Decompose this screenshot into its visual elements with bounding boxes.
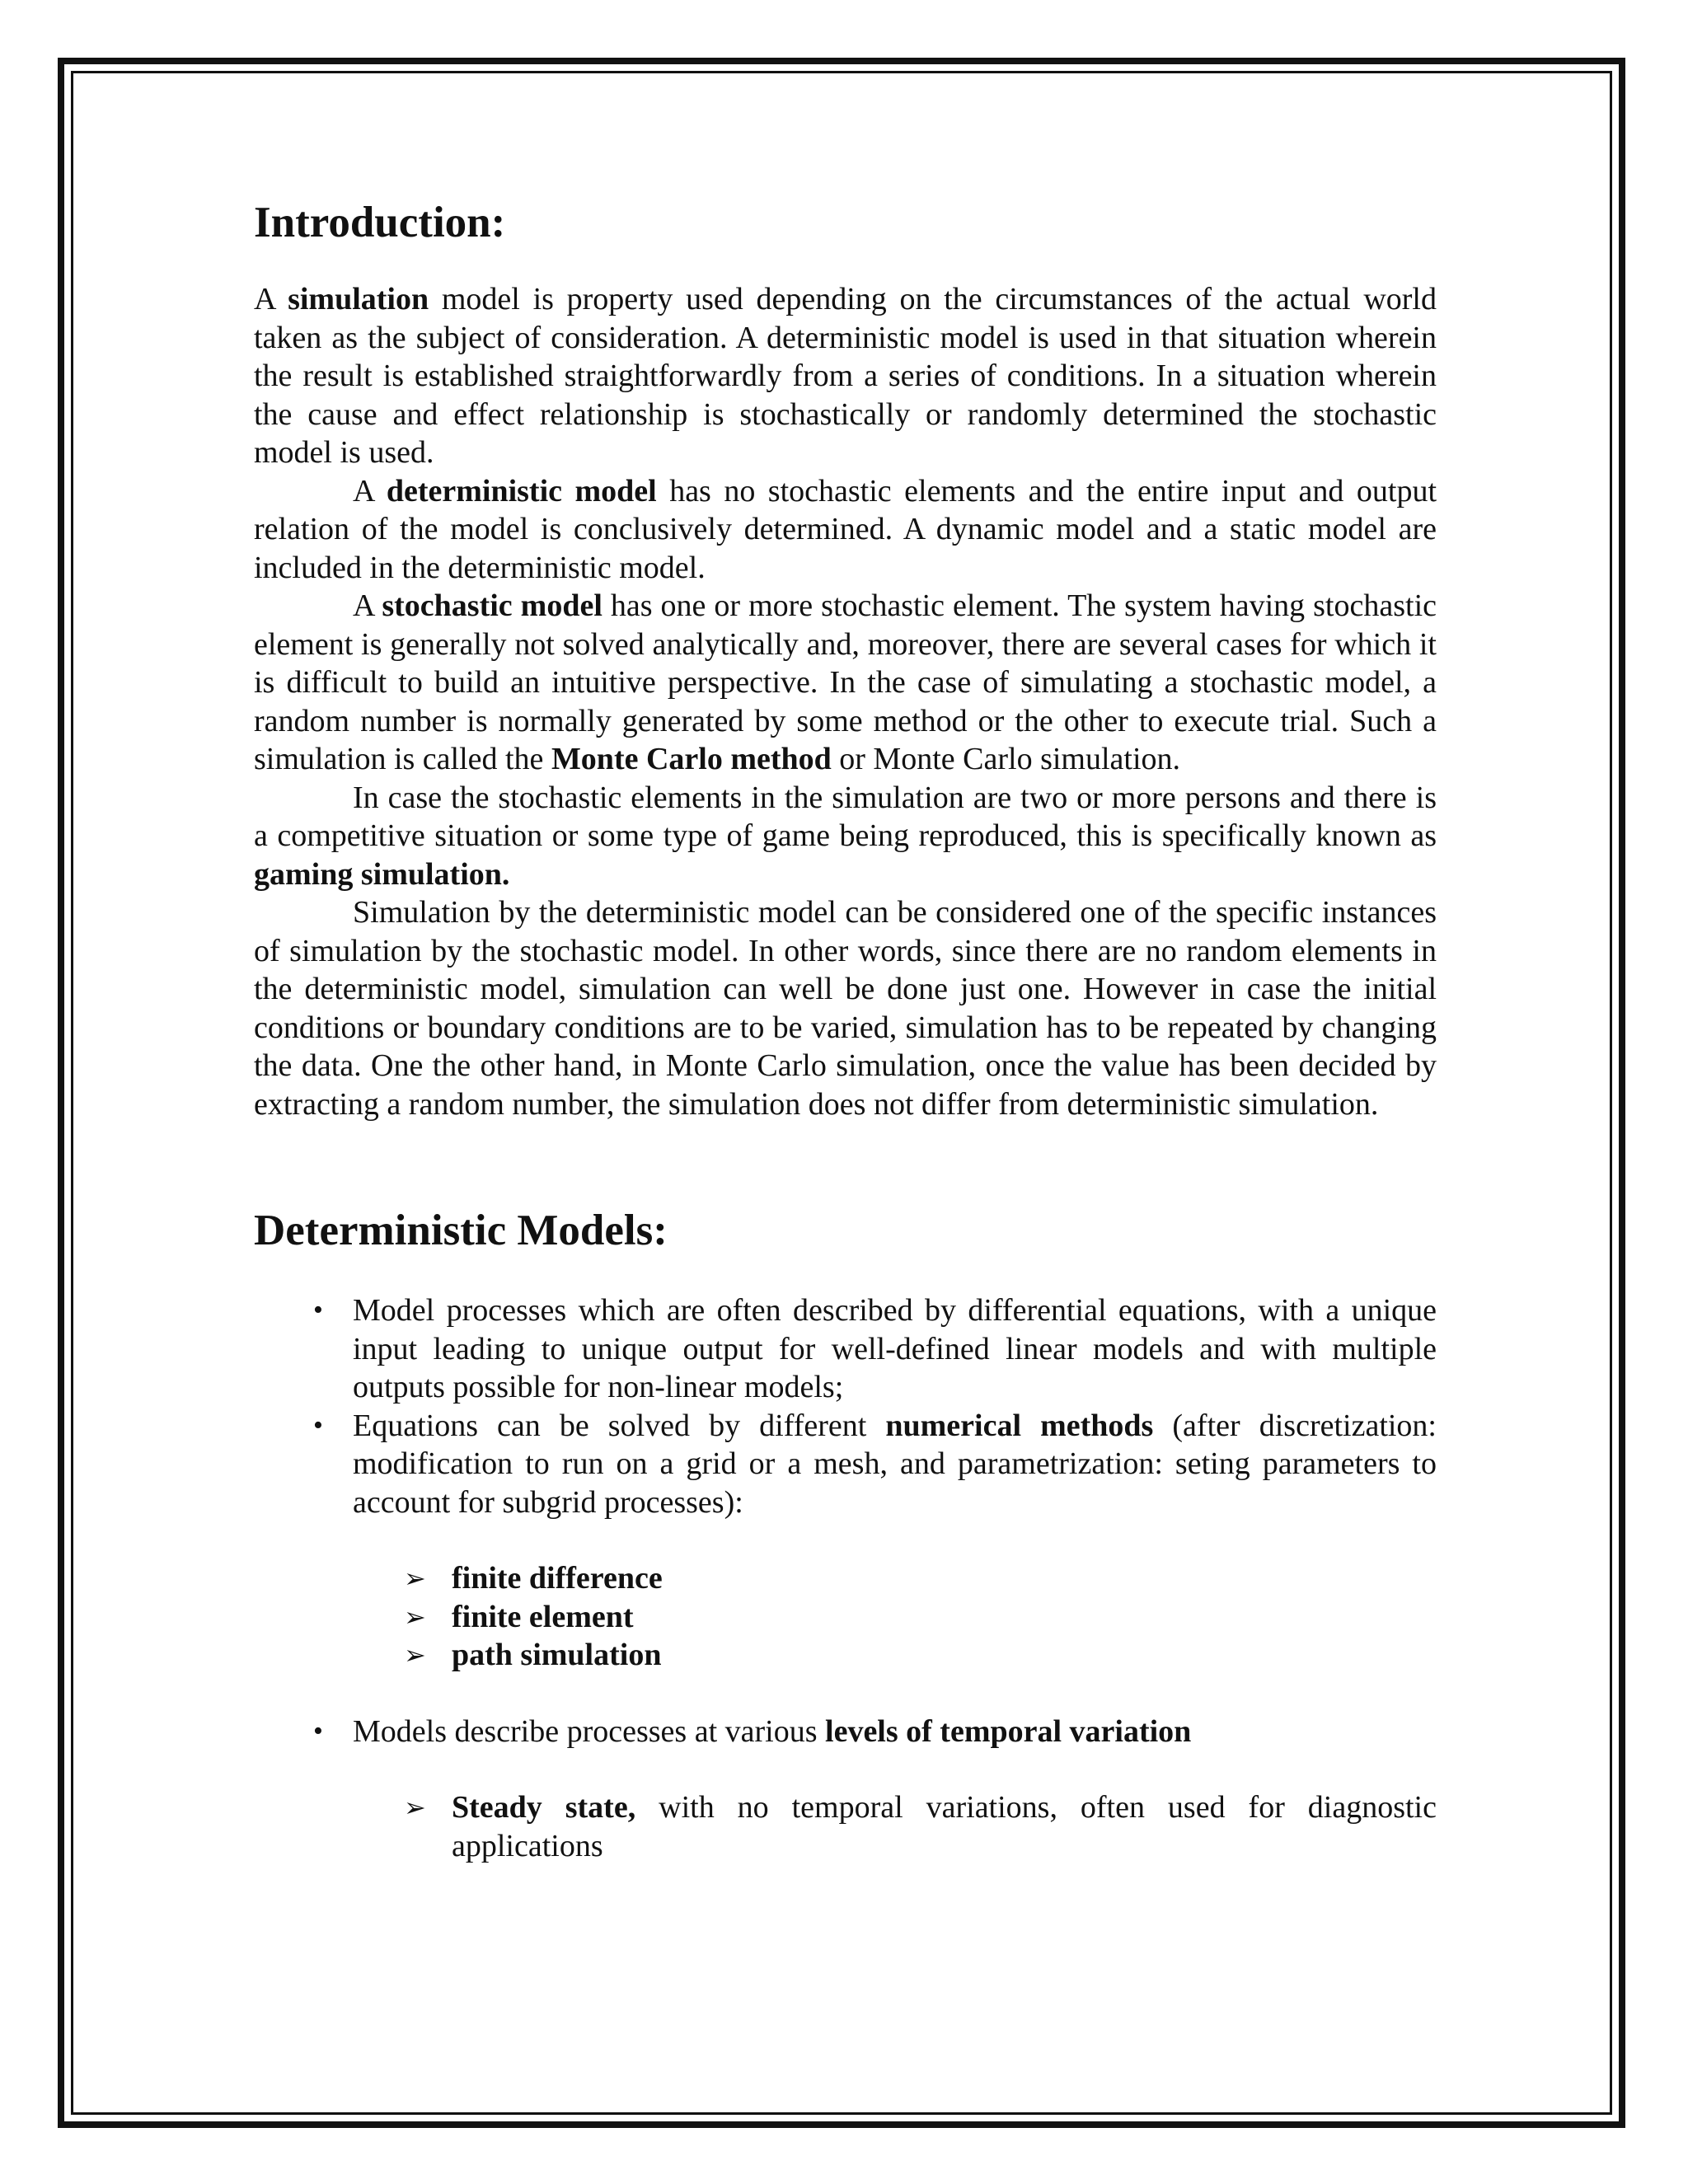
numerical-methods-list <box>254 1559 1437 1675</box>
temporal-bullet-list <box>254 1713 1437 1751</box>
text-run: A <box>353 588 382 623</box>
intro-paragraph-5: Simulation by the deterministic model can be considered one of the specific instances of simulation by the stochastic model. In other words, since there are no random elements in the deterministic model, simulation can well be done just one. However in case the initial conditions or boundary conditions are to be varied, simulation has to be repeated by changing the data. One the other hand, in Monte Carlo simulation, once the value has been decided by extracting a random number, the simulation does not differ from deterministic simulation. <box>254 895 1437 1122</box>
list-item <box>254 1407 1437 1522</box>
bold-term: Steady state, <box>452 1790 636 1825</box>
temporal-levels-list <box>254 1788 1437 1865</box>
bold-term: simulation <box>288 282 429 316</box>
bullet-icon: • <box>313 1715 323 1746</box>
intro-paragraph-4 <box>254 779 1437 894</box>
bold-term: levels of temporal variation <box>825 1713 1192 1749</box>
bold-term: stochastic model <box>382 588 603 623</box>
document-body <box>254 198 1437 1903</box>
bold-term: deterministic model <box>386 473 657 509</box>
text-run: (after discretization: modification to run on a grid or a mesh, and parametrization: seting parameters to account for subgrid processes): <box>353 1408 1437 1520</box>
intro-paragraph-2 <box>254 472 1437 588</box>
arrow-bullet-icon: ➢ <box>404 1563 426 1593</box>
list-item <box>254 1636 1437 1675</box>
arrow-bullet-icon: ➢ <box>404 1601 426 1632</box>
method-label: finite difference <box>452 1561 663 1596</box>
text-run: Model processes which are often described by differential equations, with a unique input leading to unique output for well-defined linear models and with multiple outputs possible for non-linear models; <box>353 1293 1437 1404</box>
text-run: has one or more stochastic element. The system having stochastic element is generally not solved analytically and, moreover, there are several cases for which it is difficult to build an intuitive perspective. In the case of simulating a stochastic model, a random number is normally generated by some method or the other to execute trial. Such a simulation is called the <box>254 588 1437 776</box>
text-run: In case the stochastic elements in the simulation are two or more persons and there is a competitive situation or some type of game being reproduced, this is specifically known as <box>254 780 1437 853</box>
text-run: A <box>254 282 288 316</box>
introduction-section <box>254 280 1437 1123</box>
text-run: Models describe processes at various <box>353 1713 826 1749</box>
text-run: or Monte Carlo simulation. <box>831 742 1181 776</box>
bold-term: numerical methods <box>885 1408 1154 1443</box>
arrow-bullet-icon: ➢ <box>404 1640 426 1670</box>
bold-term: gaming simulation. <box>254 856 510 892</box>
intro-paragraph-1 <box>254 280 1437 472</box>
list-item <box>254 1559 1437 1598</box>
list-item <box>254 1713 1437 1751</box>
list-item <box>254 1291 1437 1407</box>
bold-term: Monte Carlo method <box>551 742 832 776</box>
text-run: model is property used depending on the circumstances of the actual world taken as the subject of consideration. A deterministic model is used in that situation wherein the result is established straightforwardly from a series of conditions. In a situation wherein the cause and effect relationship is stochastically or randomly determined the stochastic model is used. <box>254 282 1437 470</box>
list-item <box>254 1598 1437 1637</box>
text-run: has no stochastic elements and the entire input and output relation of the model is conclusively determined. A dynamic model and a static model are included in the deterministic model. <box>254 473 1437 585</box>
bullet-icon: • <box>313 1295 323 1325</box>
introduction-heading: Introduction: <box>254 199 506 246</box>
intro-paragraph-3 <box>254 587 1437 779</box>
deterministic-bullet-list <box>254 1291 1437 1521</box>
list-item <box>254 1788 1437 1865</box>
text-run: A <box>353 473 387 509</box>
method-label: path simulation <box>452 1638 662 1672</box>
arrow-bullet-icon: ➢ <box>404 1793 426 1822</box>
text-run: Equations can be solved by different <box>353 1408 886 1443</box>
bullet-icon: • <box>313 1409 323 1441</box>
deterministic-models-heading: Deterministic Models: <box>254 1207 668 1254</box>
text-run: with no temporal variations, often used for diagnostic applications <box>452 1790 1437 1863</box>
method-label: finite element <box>452 1599 634 1634</box>
